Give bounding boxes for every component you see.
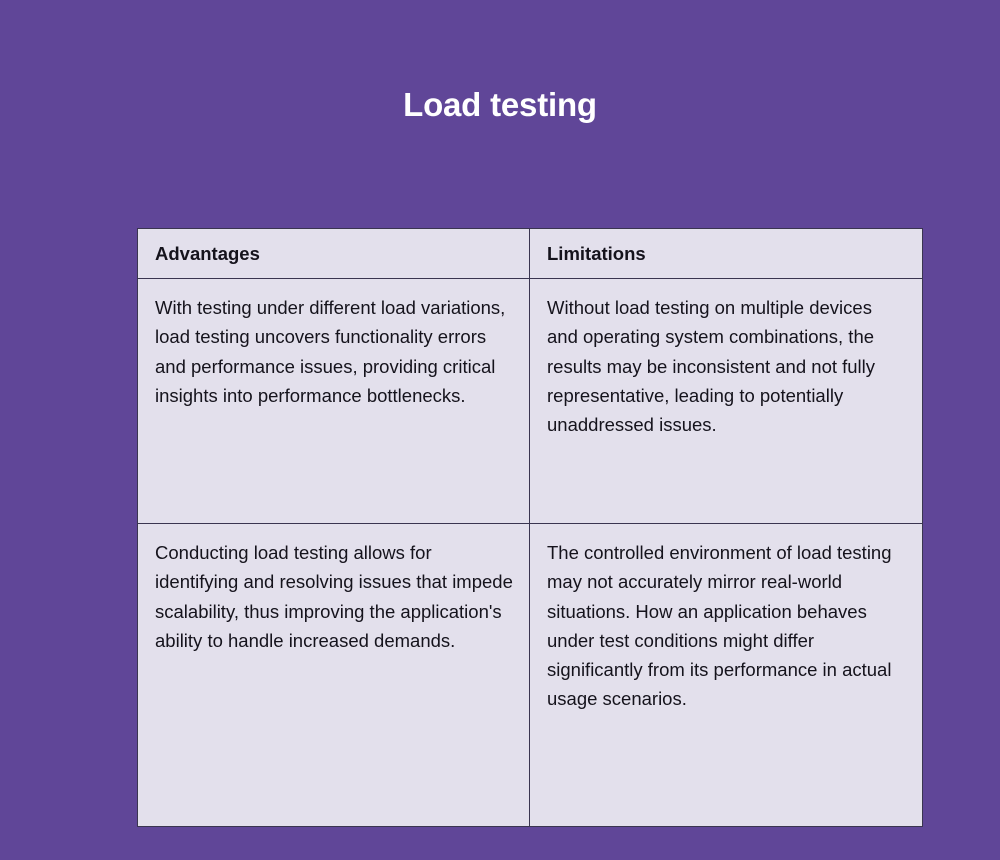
table-header (138, 229, 923, 279)
cell-advantage-1 (138, 279, 530, 524)
cell-text: Without load testing on multiple devices and operating system combinations, the results may be inconsistent and not fully representative, leading to potentially unaddressed issues. (547, 297, 876, 436)
column-header-limitations: Limitations (530, 229, 923, 279)
cell-text: With testing under different load variations, load testing uncovers functionality errors and performance issues, providing critical insights into performance bottlenecks. (155, 297, 506, 406)
cell-limitation-1 (530, 279, 923, 524)
column-header-advantages: Advantages (138, 229, 530, 279)
table-body (138, 279, 923, 827)
cell-text: The controlled environment of load testing may not accurately mirror real-world situations. How an application behaves under test conditions might differ significantly from its performance in actual usage scenarios. (547, 542, 892, 710)
page-title: Load testing (403, 86, 597, 123)
table-row (138, 524, 923, 827)
comparison-table (137, 228, 923, 827)
comparison-table-container (137, 228, 892, 827)
cell-limitation-2 (530, 524, 923, 827)
table-row (138, 279, 923, 524)
table-header-row (138, 229, 923, 279)
cell-advantage-2 (138, 524, 530, 827)
cell-text: Conducting load testing allows for identifying and resolving issues that impede scalability, thus improving the application's ability to handle increased demands. (155, 542, 513, 651)
